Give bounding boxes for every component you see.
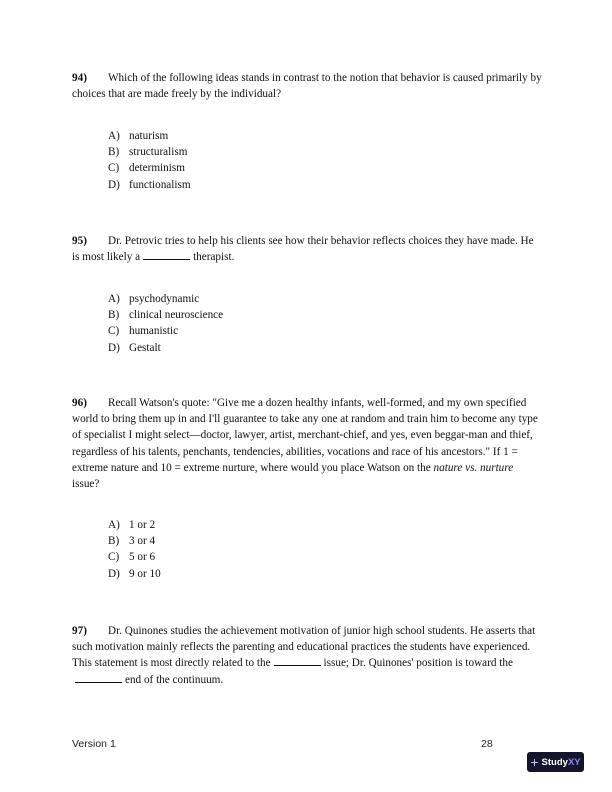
option-text: psychodynamic	[129, 293, 200, 305]
option-letter: D)	[108, 567, 120, 580]
question-text-italic: nature vs. nurture	[433, 461, 514, 474]
option-text: Gestalt	[129, 341, 161, 354]
studyxy-badge[interactable]	[527, 752, 584, 772]
brand-label	[542, 757, 581, 768]
option-c[interactable]	[108, 160, 191, 176]
options-95	[108, 291, 223, 356]
option-text: structuralism	[129, 146, 188, 159]
question-number: 96)	[72, 397, 87, 409]
answer-blank-1	[274, 655, 321, 666]
answer-blank-2	[75, 672, 122, 683]
question-95	[72, 233, 542, 265]
option-letter: D)	[108, 341, 120, 354]
question-97	[72, 623, 542, 688]
option-text: 3 or 4	[129, 535, 156, 548]
option-letter: B)	[108, 146, 120, 159]
question-text: Which of the following ideas stands in contrast to the notion that behavior is caused primarily by choices that are made freely by the individual?	[72, 72, 542, 101]
question-text-end: issue?	[72, 478, 100, 491]
option-text: functionalism	[129, 178, 191, 191]
option-letter: B)	[108, 309, 120, 322]
page-number: 28	[481, 738, 493, 750]
question-96	[72, 395, 542, 492]
question-stem	[72, 233, 542, 265]
option-text: determinism	[129, 162, 185, 175]
option-letter: C)	[108, 551, 120, 564]
option-letter: A)	[108, 519, 120, 531]
question-text-end: therapist.	[193, 251, 235, 264]
option-letter: B)	[108, 535, 120, 548]
question-number: 94)	[72, 72, 87, 84]
option-d[interactable]	[108, 340, 223, 356]
options-96	[108, 517, 161, 582]
question-text: Dr. Petrovic tries to help his clients see how their behavior reflects choices they have made. He is most likely a	[72, 235, 534, 264]
option-a[interactable]	[108, 517, 161, 533]
brand-accent: XY	[567, 756, 581, 768]
question-stem	[72, 395, 542, 492]
option-letter: D)	[108, 178, 120, 191]
option-c[interactable]	[108, 323, 223, 339]
plus-icon: +	[530, 753, 539, 770]
option-text: 1 or 2	[129, 519, 156, 531]
footer-version: Version 1	[72, 738, 116, 750]
question-text: Recall Watson's quote: "Give me a dozen healthy infants, well-formed, and my own specified world to bring them up in and I'll guarantee to take any one at random and train him to become any type of specialist I might select—doctor, lawyer, artist, merchant-chief, and yes, even beggar-man and thief, regardless of his talents, penchants, tendencies, abilities, vocations and race of his ancestors." If 1 = extreme nature and 10 = extreme nurture, where would you place Watson on the	[72, 397, 538, 474]
question-number: 97)	[72, 625, 87, 637]
option-letter: C)	[108, 162, 120, 175]
option-b[interactable]	[108, 533, 161, 549]
option-text: naturism	[129, 130, 169, 142]
answer-blank	[143, 249, 190, 260]
option-b[interactable]	[108, 307, 223, 323]
question-text: Dr. Quinones studies the achievement motivation of junior high school students. He asserts that such motivation mainly reflects the parenting and educational practices the students have experienced. This statement is most directly related to the	[72, 625, 536, 670]
question-stem	[72, 70, 542, 102]
question-text-end: end of the continuum.	[125, 673, 224, 686]
option-b[interactable]	[108, 144, 191, 160]
option-text: 5 or 6	[129, 551, 156, 564]
option-d[interactable]	[108, 177, 191, 193]
option-letter: A)	[108, 293, 120, 305]
option-a[interactable]	[108, 128, 191, 144]
question-number: 95)	[72, 235, 87, 247]
option-text: humanistic	[129, 325, 179, 338]
option-text: clinical neuroscience	[129, 309, 224, 322]
question-stem	[72, 623, 542, 688]
option-text: 9 or 10	[129, 567, 161, 580]
option-letter: A)	[108, 130, 120, 142]
option-d[interactable]	[108, 566, 161, 582]
option-a[interactable]	[108, 291, 223, 307]
question-text-middle: issue; Dr. Quinones' position is toward the	[323, 657, 513, 670]
question-94	[72, 70, 542, 102]
options-94	[108, 128, 191, 193]
option-c[interactable]	[108, 549, 161, 565]
brand-main: Study	[541, 756, 568, 768]
option-letter: C)	[108, 325, 120, 338]
